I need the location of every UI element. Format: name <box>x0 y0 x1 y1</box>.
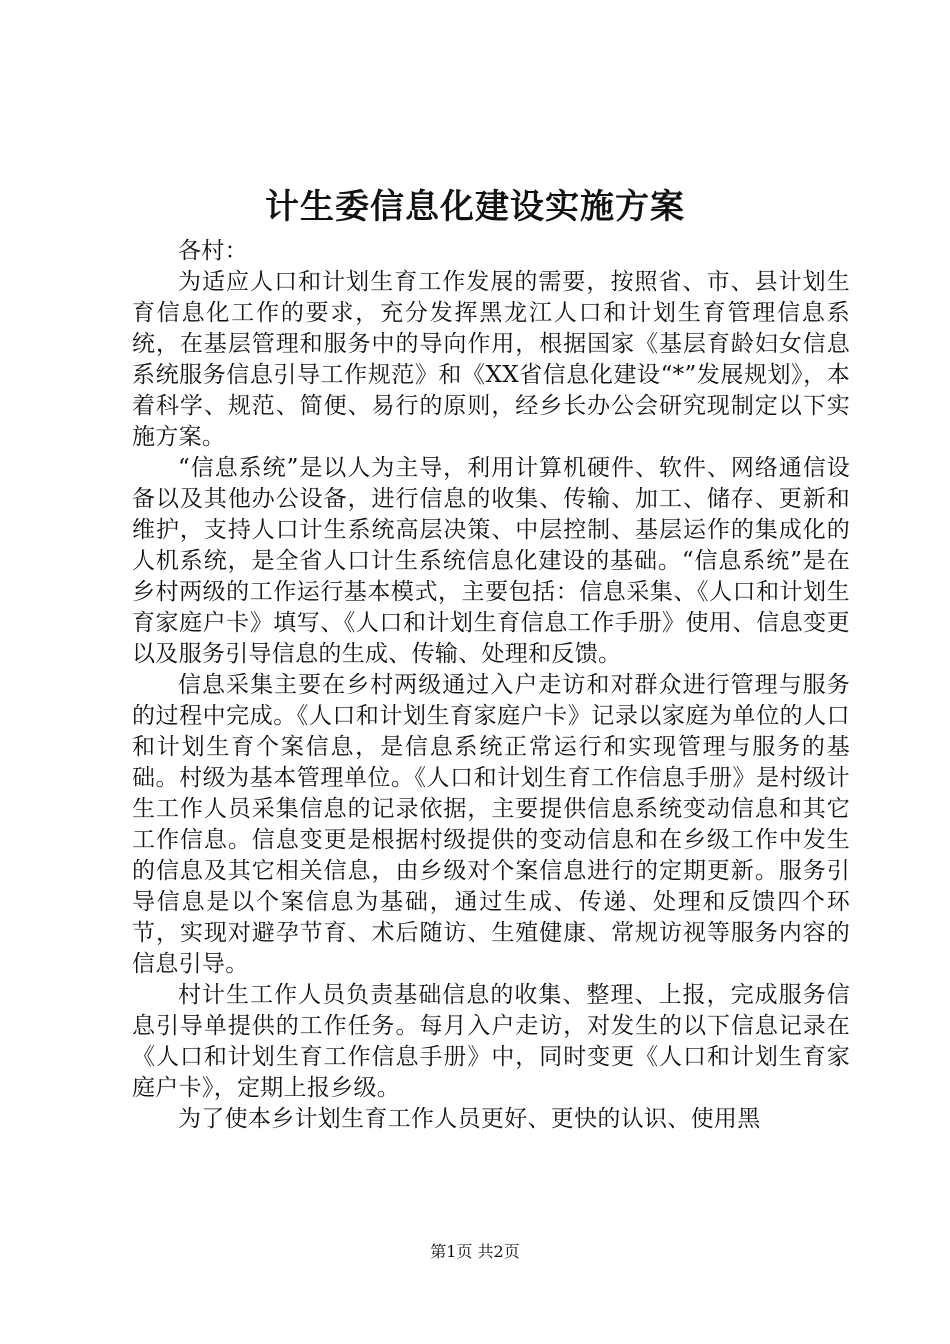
paragraph-2: “信息系统”是以人为主导，利用计算机硬件、软件、网络通信设备以及其他办公设备，进行信息的收集、传输、加工、储存、更新和维护，支持人口计生系统高层决策、中层控制、基层运作的集成化的人机系统，是全省人口计生系统信息化建设的基础。“信息系统”是在乡村两级的工作运行基本模式，主要包括：信息采集、《人口和计划生育家庭户卡》填写、《人口和计划生育信息工作手册》使用、信息变更以及服务引导信息的生成、传输、处理和反馈。 <box>132 455 850 667</box>
document-title: 计生委信息化建设实施方案 <box>265 187 685 227</box>
paragraph-3: 信息采集主要在乡村两级通过入户走访和对群众进行管理与服务的过程中完成。《人口和计划生育家庭户卡》记录以家庭为单位的人口和计划生育个案信息，是信息系统正常运行和实现管理与服务的基础。村级为基本管理单位。《人口和计划生育工作信息手册》是村级计生工作人员采集信息的记录依据，主要提供信息系统变动信息和其它工作信息。信息变更是根据村级提供的变动信息和在乡级工作中发生的信息及其它相关信息，由乡级对个案信息进行的定期更新。服务引导信息是以个案信息为基础，通过生成、传递、处理和反馈四个环节，实现对避孕节育、术后随访、生殖健康、常规访视等服务内容的信息引导。 <box>132 672 850 977</box>
page-footer: 第1页 共2页 <box>430 1242 520 1261</box>
paragraph-1: 为适应人口和计划生育工作发展的需要，按照省、市、县计划生育信息化工作的要求，充分发挥黑龙江人口和计划生育管理信息系统，在基层管理和服务中的导向作用，根据国家《基层育龄妇女信息系统服务信息引导工作规范》和《XX省信息化建设“*”发展规划》，本着科学、规范、简便、易行的原则，经乡长办公会研究现制定以下实施方案。 <box>132 269 850 450</box>
paragraph-5: 为了使本乡计划生育工作人员更好、更快的认识、使用黑 <box>178 1106 761 1132</box>
paragraph-4: 村计生工作人员负责基础信息的收集、整理、上报，完成服务信息引导单提供的工作任务。每月入户走访，对发生的以下信息记录在《人口和计划生育工作信息手册》中，同时变更《人口和计划生育家庭户卡》，定期上报乡级。 <box>132 982 850 1101</box>
salutation: 各村： <box>178 238 248 264</box>
document-body <box>132 236 850 1135</box>
